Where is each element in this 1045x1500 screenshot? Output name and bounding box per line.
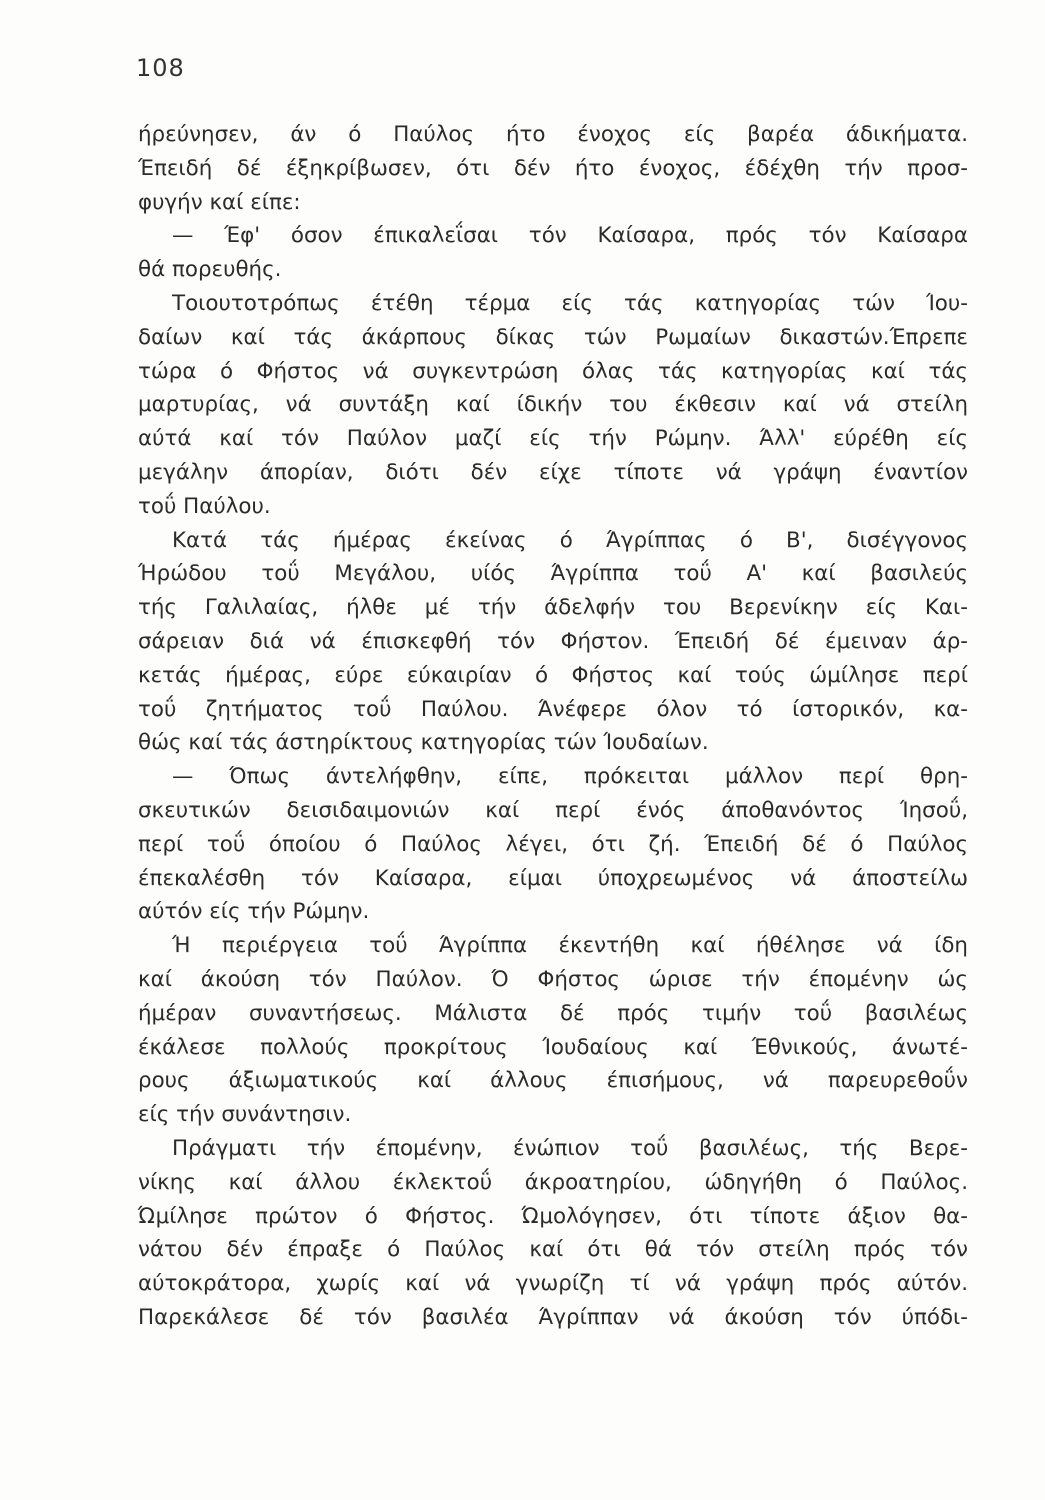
text-line: κετάς ήμέρας, εύρε εύκαιρίαν ό Φήστος καί τούς ώμίλησε περί xyxy=(138,662,968,688)
text-line: Παρεκάλεσε δέ τόν βασιλέα Άγρίππαν νά άκούση τόν ύπόδι- xyxy=(138,1304,968,1330)
text-line: μεγάλην άπορίαν, διότι δέν είχε τίποτε νά γράψη έναντίον xyxy=(138,459,968,485)
text-line: — Έφ' όσον έπικαλεΐσαι τόν Καίσαρα, πρός τόν Καίσαρα xyxy=(172,223,968,249)
text-line: έπεκαλέσθη τόν Καίσαρα, είμαι ύποχρεωμένος νά άποστείλω xyxy=(138,865,968,891)
text-line: ρους άξιωματικούς καί άλλους έπισήμους, νά παρευρεθοΰν xyxy=(138,1068,968,1094)
text-line: φυγήν καί είπε: xyxy=(138,189,301,215)
text-line: περί τοΰ όποίου ό Παύλος λέγει, ότι ζή. Έπειδή δέ ό Παύλος xyxy=(138,831,968,857)
text-line: θά πορευθής. xyxy=(138,257,282,283)
text-line: αύτοκράτορα, χωρίς καί νά γνωρίζη τί νά γράψη πρός αύτόν. xyxy=(138,1271,968,1297)
page-number: 108 xyxy=(136,54,185,82)
text-line: τώρα ό Φήστος νά συγκεντρώση όλας τάς κατηγορίας καί τάς xyxy=(138,358,968,384)
text-line: τής Γαλιλαίας, ήλθε μέ τήν άδελφήν του Βερενίκην είς Και- xyxy=(138,595,968,621)
text-line: θώς καί τάς άστηρίκτους κατηγορίας τών Ίουδαίων. xyxy=(138,730,709,756)
text-line: Ή περιέργεια τοΰ Άγρίππα έκεντήθη καί ήθέλησε νά ίδη xyxy=(172,933,968,959)
text-line: αύτόν είς τήν Ρώμην. xyxy=(138,899,370,925)
text-line: είς τήν συνάντησιν. xyxy=(138,1102,352,1128)
text-line: Ήρώδου τοΰ Μεγάλου, υίός Άγρίππα τοΰ Α' καί βασιλεύς xyxy=(138,561,968,587)
text-line: σκευτικών δεισιδαιμονιών καί περί ένός άποθανόντος Ίησοΰ, xyxy=(138,797,968,823)
body-text xyxy=(138,118,968,1335)
text-line: Πράγματι τήν έπομένην, ένώπιον τοΰ βασιλέως, τής Βερε- xyxy=(172,1135,968,1161)
text-line: έκάλεσε πολλούς προκρίτους Ίουδαίους καί Έθνικούς, άνωτέ- xyxy=(138,1034,968,1060)
text-line: Τοιουτοτρόπως έτέθη τέρμα είς τάς κατηγορίας τών Ίου- xyxy=(172,290,968,316)
text-line: δαίων καί τάς άκάρπους δίκας τών Ρωμαίων δικαστών.Έπρεπε xyxy=(138,324,968,350)
text-line: Έπειδή δέ έξηκρίβωσεν, ότι δέν ήτο ένοχος, έδέχθη τήν προσ- xyxy=(138,155,968,181)
text-line: Ώμίλησε πρώτον ό Φήστος. Ώμολόγησεν, ότι τίποτε άξιον θα- xyxy=(138,1203,968,1229)
text-line: μαρτυρίας, νά συντάξη καί ίδικήν του έκθεσιν καί νά στείλη xyxy=(138,392,968,418)
text-line: καί άκούση τόν Παύλον. Ό Φήστος ώρισε τήν έπομένην ώς xyxy=(138,966,968,992)
text-line: ήμέραν συναντήσεως. Μάλιστα δέ πρός τιμήν τοΰ βασιλέως xyxy=(138,1000,968,1026)
text-line: νίκης καί άλλου έκλεκτοΰ άκροατηρίου, ώδηγήθη ό Παύλος. xyxy=(138,1169,968,1195)
text-line: — Όπως άντελήφθην, είπε, πρόκειται μάλλον περί θρη- xyxy=(172,764,968,790)
text-line: ήρεύνησεν, άν ό Παύλος ήτο ένοχος είς βαρέα άδικήματα. xyxy=(138,122,968,147)
text-line: τοΰ ζητήματος τοΰ Παύλου. Άνέφερε όλον τό ίστορικόν, κα- xyxy=(138,696,968,722)
text-line: τοΰ Παύλου. xyxy=(138,493,271,519)
text-line: σάρειαν διά νά έπισκεφθή τόν Φήστον. Έπειδή δέ έμειναν άρ- xyxy=(138,628,968,654)
text-line: Κατά τάς ήμέρας έκείνας ό Άγρίππας ό Β', δισέγγονος xyxy=(172,527,968,553)
text-line: νάτου δέν έπραξε ό Παύλος καί ότι θά τόν στείλη πρός τόν xyxy=(138,1237,968,1263)
text-line: αύτά καί τόν Παύλον μαζί είς τήν Ρώμην. Άλλ' εύρέθη είς xyxy=(138,426,968,452)
